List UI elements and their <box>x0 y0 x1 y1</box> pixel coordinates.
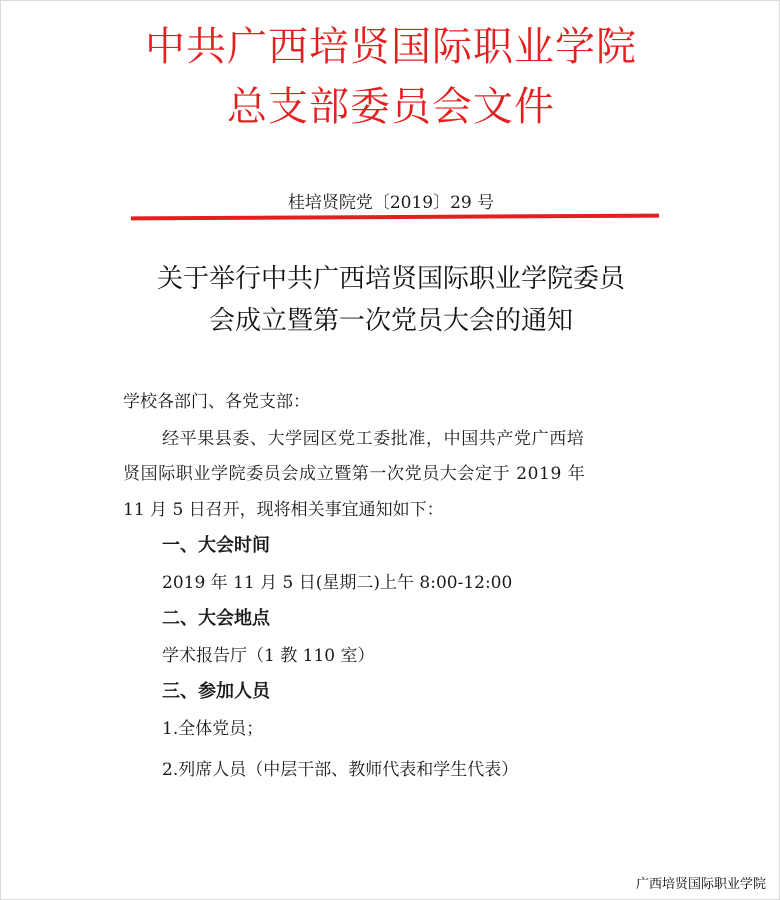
red-divider-line <box>131 214 659 221</box>
meeting-time: 2019 年 11 月 5 日(星期二)上午 8:00-12:00 <box>162 573 513 593</box>
document-number: 桂培贤院党〔2019〕29 号 <box>287 193 495 213</box>
notice-title-line1: 关于举行中共广西培贤国际职业学院委员 <box>156 264 625 294</box>
intro-line-1: 经平果县委、大学园区党工委批准，中国共产党广西培 <box>162 429 585 449</box>
attendee-item-1: 1.全体党员； <box>162 719 264 739</box>
intro-line-3: 11 月 5 日召开，现将相关事宜通知如下： <box>123 500 444 520</box>
section-heading-location: 二、大会地点 <box>162 608 270 629</box>
meeting-location: 学术报告厅（1 教 110 室） <box>162 646 375 666</box>
salutation: 学校各部门、各党支部： <box>123 392 310 412</box>
section-heading-attendees: 三、参加人员 <box>162 681 270 702</box>
issuer-header-line1: 中共广西培贤国际职业学院 <box>145 24 637 70</box>
issuer-header-line2: 总支部委员会文件 <box>227 84 555 130</box>
intro-line-2: 贤国际职业学院委员会成立暨第一次党员大会定于 2019 年 <box>123 464 586 484</box>
footer-watermark: 广西培贤国际职业学院 <box>635 877 766 892</box>
notice-title-line2: 会成立暨第一次党员大会的通知 <box>208 306 573 336</box>
attendee-item-2: 2.列席人员（中层干部、教师代表和学生代表） <box>162 760 519 780</box>
section-heading-time: 一、大会时间 <box>162 535 270 556</box>
